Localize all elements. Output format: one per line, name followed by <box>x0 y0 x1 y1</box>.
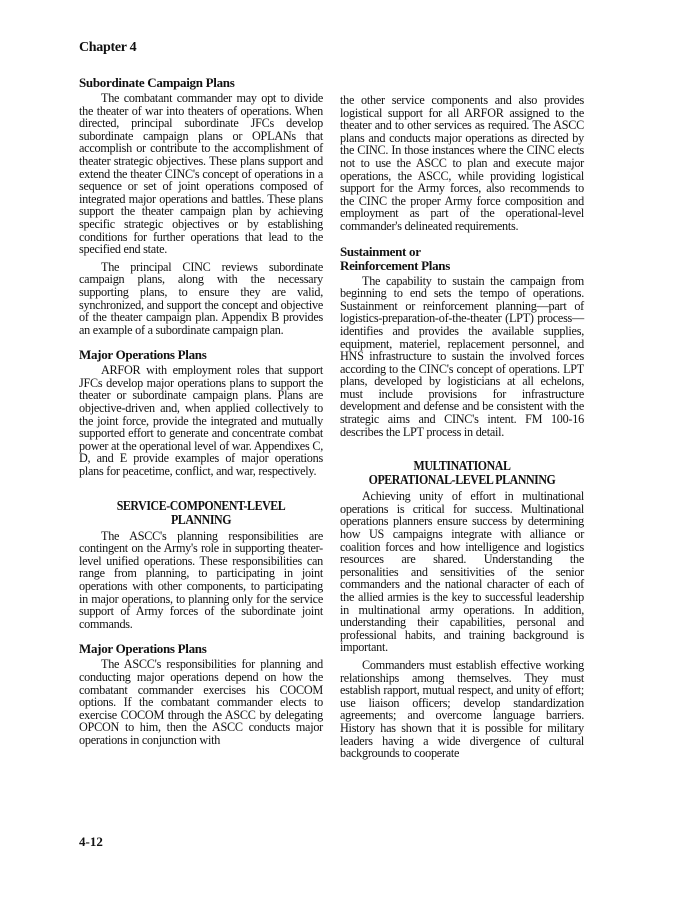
service-component-heading-line1: SERVICE-COMPONENT-LEVEL <box>116 498 286 514</box>
multinational-heading <box>358 460 565 488</box>
major-operations-heading-1: Major Operations Plans <box>79 347 207 363</box>
service-component-heading <box>97 500 304 528</box>
sustainment-paragraph: The capability to sustain the campaign from beginning to end sets the tempo of operations. Sustainment or reinforcement planning—part of logistics-preparation-of-the-theater (LPT) process—identifies and provides the available supplies, equipment, materiel, replacement personnel, and HNS infrastructure to sustain the involved forces according to the CINC's concept of operations. LPT plans, developed by logisticians at all echelons, must include provisions for infrastructure development and defense and be consistent with the strategic aims and CINC's intent. FM 100-16 describes the LPT process in detail. <box>340 273 584 439</box>
left-column <box>79 76 323 747</box>
sustainment-heading-line1: Sustainment or <box>340 243 421 259</box>
service-component-heading-line2: PLANNING <box>170 512 232 528</box>
multinational-paragraph-1: Achieving unity of effort in multinational operations is critical for success. Multinational operations planners ensure success by determining how US campaigns integrate with alliance or coalition forces and how intelligence and logistics resources are shared. Understanding the personalities and sensitivities of the senior commanders and the national character of each of the allied armies is the key to successful leadership in multinational army operations. In addition, understanding their capabilities, personal and professional habits, and training background is important. <box>340 489 584 655</box>
multinational-heading-line1: MULTINATIONAL <box>413 459 511 475</box>
major-operations-heading-2: Major Operations Plans <box>79 641 207 657</box>
major-operations-paragraph-1: ARFOR with employment roles that support JFCs develop major operations plans to support the theater or subordinate campaign plans. Plans are objective-driven and, when applied collectively to the joint force, provide the integrated and mutually supported effort to generate and concentrate combat power at the operational level of war. Appendixes C, D, and E provide examples of major operations plans for peacetime, conflict, and war, respectively. <box>79 363 323 479</box>
page-number: 4-12 <box>79 834 103 849</box>
service-component-paragraph: The ASCC's planning responsibilities are contingent on the Army's role in supporting theater-level unified operations. These responsibilities can range from planning, to participating in joint operations with other components, to participating in major operations, to planning only for the service support of Army forces of the subordinate joint commands. <box>79 528 323 631</box>
subordinate-campaign-heading: Subordinate Campaign Plans <box>79 75 235 90</box>
subordinate-paragraph-2: The principal CINC reviews subordinate campaign plans, along with the necessary supporting plans, to ensure they are valid, synchronized, and support the concept and objective of the theater campaign plan. Appendix B provides an example of a subordinate campaign plan. <box>79 259 323 337</box>
major-operations-paragraph-2: The ASCC's responsibilities for planning and conducting major operations depend on how the combatant commander exercises his COCOM options. If the combatant commander elects to exercise COCOM through the ASCC by delegating OPCON to him, then the ASCC conducts major operations in conjunction with <box>79 657 323 747</box>
subordinate-paragraph-1: The combatant commander may opt to divide the theater of war into theaters of operations. When directed, principal subordinate JFCs develop subordinate campaign plans or OPLANs that accomplish or contribute to the accomplishment of theater strategic objectives. These plans support and extend the theater CINC's concept of operations in a sequence or set of joint operations composed of integrated major operations and battles. These plans support the theater campaign plan by achieving specific strategic objectives or by establishing conditions for further operations that lead to the specified end state. <box>79 91 323 257</box>
multinational-heading-line2: OPERATIONAL-LEVEL PLANNING <box>368 473 556 489</box>
sustainment-heading-line2: Reinforcement Plans <box>340 257 450 273</box>
sustainment-heading <box>340 245 584 273</box>
right-column <box>340 94 584 760</box>
chapter-header: Chapter 4 <box>79 40 137 55</box>
continued-paragraph: the other service components and also provides logistical support for all ARFOR assigned to the theater and to other services as required. The ASCC plans and conducts major operations as directed by the CINC. In those instances where the CINC elects not to use the ASCC to plan and execute major operations, the ASCC, while providing logistical support for the Army forces, also recommends to the CINC the proper Army force composition and employment as part of the operational-level commander's delineated requirements. <box>340 93 584 233</box>
multinational-paragraph-2: Commanders must establish effective working relationships among themselves. They must establish rapport, mutual respect, and unity of effort; use liaison officers; develop standardization agreements; and overcome language barriers. History has shown that it is possible for military leaders having a wide divergence of cultural backgrounds to cooperate <box>340 657 584 761</box>
